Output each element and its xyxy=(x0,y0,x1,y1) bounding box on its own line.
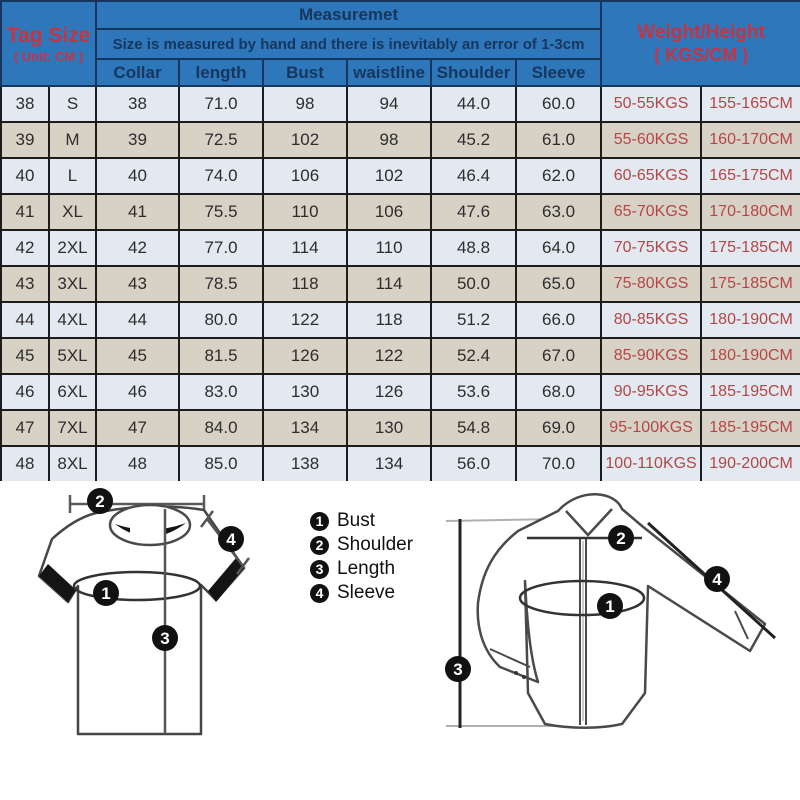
shoulder-cell: 47.6 xyxy=(431,194,516,230)
sleeve-cell: 66.0 xyxy=(516,302,601,338)
shoulder-cell: 50.0 xyxy=(431,266,516,302)
collar-cell: 38 xyxy=(96,86,179,122)
table-row xyxy=(1,122,800,158)
table-row xyxy=(1,446,800,482)
tag-letter-cell: L xyxy=(49,158,96,194)
tag-size-title: Tag Size xyxy=(6,23,91,47)
bust-cell: 114 xyxy=(263,230,347,266)
weight-cell: 80-85KGS xyxy=(601,302,701,338)
bust-cell: 118 xyxy=(263,266,347,302)
shirt-marker-shoulder xyxy=(608,525,634,551)
tshirt-marker-sleeve xyxy=(218,526,244,552)
bust-cell: 134 xyxy=(263,410,347,446)
column-header-shoulder: Shoulder xyxy=(431,59,516,86)
waistline-cell: 102 xyxy=(347,158,431,194)
sleeve-cell: 64.0 xyxy=(516,230,601,266)
length-cell: 80.0 xyxy=(179,302,263,338)
size-table-header xyxy=(1,1,800,86)
legend-label: Sleeve xyxy=(337,582,396,603)
shirt-marker-bust xyxy=(597,593,623,619)
weight-height-header xyxy=(601,1,800,86)
svg-text:4: 4 xyxy=(712,570,722,589)
shoulder-cell: 44.0 xyxy=(431,86,516,122)
tag-letter-cell: XL xyxy=(49,194,96,230)
sleeve-cell: 61.0 xyxy=(516,122,601,158)
collar-cell: 43 xyxy=(96,266,179,302)
tag-size-unit: ( Unit: CM ) xyxy=(13,49,84,65)
column-header-collar: Collar xyxy=(96,59,179,86)
shoulder-cell: 52.4 xyxy=(431,338,516,374)
bust-cell: 98 xyxy=(263,86,347,122)
sleeve-cell: 62.0 xyxy=(516,158,601,194)
tag-letter-cell: 3XL xyxy=(49,266,96,302)
weight-cell: 75-80KGS xyxy=(601,266,701,302)
column-header-waistline: waistline xyxy=(347,59,431,86)
shirt-cuff-button xyxy=(522,675,526,679)
size-table-body xyxy=(1,86,800,482)
sleeve-cell: 70.0 xyxy=(516,446,601,482)
bust-cell: 110 xyxy=(263,194,347,230)
weight-cell: 95-100KGS xyxy=(601,410,701,446)
column-header-bust: Bust xyxy=(263,59,347,86)
circled-number-icon: 4 xyxy=(310,584,329,603)
circled-number-icon: 3 xyxy=(310,560,329,579)
bust-cell: 122 xyxy=(263,302,347,338)
legend-label: Shoulder xyxy=(337,534,414,555)
bust-cell: 130 xyxy=(263,374,347,410)
collar-cell: 48 xyxy=(96,446,179,482)
shirt-marker-sleeve xyxy=(704,566,730,592)
shirt-marker-length xyxy=(445,656,471,682)
length-cell: 75.5 xyxy=(179,194,263,230)
tshirt-neckband xyxy=(110,505,190,545)
shoulder-cell: 51.2 xyxy=(431,302,516,338)
tag-number-cell: 40 xyxy=(1,158,49,194)
length-cell: 81.5 xyxy=(179,338,263,374)
tag-number-cell: 47 xyxy=(1,410,49,446)
height-cell: 185-195CM xyxy=(701,410,800,446)
table-row xyxy=(1,266,800,302)
weight-cell: 100-110KGS xyxy=(601,446,701,482)
length-cell: 83.0 xyxy=(179,374,263,410)
length-cell: 71.0 xyxy=(179,86,263,122)
sleeve-cell: 67.0 xyxy=(516,338,601,374)
dress-shirt-diagram xyxy=(430,481,800,781)
shirt-cuff-button xyxy=(514,671,518,675)
weight-cell: 90-95KGS xyxy=(601,374,701,410)
tshirt-marker-bust xyxy=(93,580,119,606)
weight-cell: 55-60KGS xyxy=(601,122,701,158)
length-cell: 78.5 xyxy=(179,266,263,302)
sleeve-cell: 65.0 xyxy=(516,266,601,302)
height-cell: 190-200CM xyxy=(701,446,800,482)
tag-letter-cell: S xyxy=(49,86,96,122)
collar-cell: 44 xyxy=(96,302,179,338)
svg-text:3: 3 xyxy=(160,629,170,648)
legend-item-bust xyxy=(310,511,413,531)
tag-number-cell: 41 xyxy=(1,194,49,230)
tshirt-diagram xyxy=(8,484,268,794)
measurement-note: Size is measured by hand and there is inevitably an error of 1-3cm xyxy=(96,29,601,59)
collar-cell: 47 xyxy=(96,410,179,446)
height-cell: 175-185CM xyxy=(701,230,800,266)
tag-number-cell: 43 xyxy=(1,266,49,302)
measurement-title: Measuremet xyxy=(96,1,601,29)
svg-text:3: 3 xyxy=(453,660,463,679)
legend-item-sleeve xyxy=(310,583,413,603)
tag-number-cell: 38 xyxy=(1,86,49,122)
legend-item-shoulder xyxy=(310,535,413,555)
circled-number-icon: 2 xyxy=(310,536,329,555)
sleeve-cell: 60.0 xyxy=(516,86,601,122)
shoulder-cell: 45.2 xyxy=(431,122,516,158)
tag-letter-cell: 7XL xyxy=(49,410,96,446)
weight-cell: 65-70KGS xyxy=(601,194,701,230)
table-row xyxy=(1,374,800,410)
tshirt-neck-highlight xyxy=(130,527,164,538)
length-cell: 85.0 xyxy=(179,446,263,482)
tag-letter-cell: 2XL xyxy=(49,230,96,266)
waistline-cell: 106 xyxy=(347,194,431,230)
tag-number-cell: 48 xyxy=(1,446,49,482)
height-cell: 180-190CM xyxy=(701,338,800,374)
tag-number-cell: 45 xyxy=(1,338,49,374)
weight-height-title: Weight/Height xyxy=(637,22,765,44)
length-cell: 84.0 xyxy=(179,410,263,446)
weight-cell: 50-55KGS xyxy=(601,86,701,122)
tag-letter-cell: 5XL xyxy=(49,338,96,374)
bust-cell: 106 xyxy=(263,158,347,194)
bust-cell: 126 xyxy=(263,338,347,374)
table-row xyxy=(1,338,800,374)
circled-number-icon: 1 xyxy=(310,512,329,531)
dress-shirt-drawing xyxy=(430,481,800,781)
measurement-diagram-area xyxy=(0,481,800,800)
shoulder-cell: 53.6 xyxy=(431,374,516,410)
height-cell: 180-190CM xyxy=(701,302,800,338)
shoulder-cell: 54.8 xyxy=(431,410,516,446)
tag-number-cell: 39 xyxy=(1,122,49,158)
svg-text:1: 1 xyxy=(101,584,111,603)
waistline-cell: 110 xyxy=(347,230,431,266)
legend-label: Bust xyxy=(337,510,376,531)
collar-cell: 45 xyxy=(96,338,179,374)
waistline-cell: 114 xyxy=(347,266,431,302)
height-cell: 170-180CM xyxy=(701,194,800,230)
table-row xyxy=(1,194,800,230)
tag-letter-cell: 4XL xyxy=(49,302,96,338)
height-cell: 175-185CM xyxy=(701,266,800,302)
table-row xyxy=(1,158,800,194)
length-cell: 77.0 xyxy=(179,230,263,266)
weight-height-unit: ( KGS/CM ) xyxy=(654,44,749,65)
collar-cell: 40 xyxy=(96,158,179,194)
collar-cell: 39 xyxy=(96,122,179,158)
tag-letter-cell: 6XL xyxy=(49,374,96,410)
tag-letter-cell: M xyxy=(49,122,96,158)
sleeve-cell: 63.0 xyxy=(516,194,601,230)
height-cell: 185-195CM xyxy=(701,374,800,410)
tshirt-drawing xyxy=(8,484,268,794)
table-row xyxy=(1,86,800,122)
legend-item-length xyxy=(310,559,413,579)
bust-cell: 138 xyxy=(263,446,347,482)
length-cell: 72.5 xyxy=(179,122,263,158)
legend-label: Length xyxy=(337,558,396,579)
waistline-cell: 126 xyxy=(347,374,431,410)
bust-cell: 102 xyxy=(263,122,347,158)
height-cell: 160-170CM xyxy=(701,122,800,158)
waistline-cell: 98 xyxy=(347,122,431,158)
svg-text:2: 2 xyxy=(95,492,105,511)
length-cell: 74.0 xyxy=(179,158,263,194)
tag-number-cell: 46 xyxy=(1,374,49,410)
shoulder-cell: 48.8 xyxy=(431,230,516,266)
tag-number-cell: 42 xyxy=(1,230,49,266)
collar-cell: 46 xyxy=(96,374,179,410)
collar-cell: 41 xyxy=(96,194,179,230)
sleeve-cell: 69.0 xyxy=(516,410,601,446)
tag-letter-cell: 8XL xyxy=(49,446,96,482)
waistline-cell: 134 xyxy=(347,446,431,482)
height-cell: 165-175CM xyxy=(701,158,800,194)
weight-cell: 85-90KGS xyxy=(601,338,701,374)
measurement-legend xyxy=(310,511,413,603)
column-header-length: length xyxy=(179,59,263,86)
table-row xyxy=(1,302,800,338)
table-row xyxy=(1,230,800,266)
sleeve-cell: 68.0 xyxy=(516,374,601,410)
waistline-cell: 122 xyxy=(347,338,431,374)
waistline-cell: 94 xyxy=(347,86,431,122)
weight-cell: 70-75KGS xyxy=(601,230,701,266)
svg-text:1: 1 xyxy=(605,597,615,616)
tag-size-header xyxy=(1,1,96,86)
shoulder-cell: 56.0 xyxy=(431,446,516,482)
waistline-cell: 118 xyxy=(347,302,431,338)
tshirt-marker-length xyxy=(152,625,178,651)
collar-cell: 42 xyxy=(96,230,179,266)
table-row xyxy=(1,410,800,446)
shirt-placket xyxy=(580,537,586,725)
tshirt-marker-shoulder xyxy=(87,488,113,514)
column-header-sleeve: Sleeve xyxy=(516,59,601,86)
shoulder-cell: 46.4 xyxy=(431,158,516,194)
svg-text:2: 2 xyxy=(616,529,626,548)
weight-cell: 60-65KGS xyxy=(601,158,701,194)
height-cell: 155-165CM xyxy=(701,86,800,122)
tag-number-cell: 44 xyxy=(1,302,49,338)
waistline-cell: 130 xyxy=(347,410,431,446)
svg-text:4: 4 xyxy=(226,530,236,549)
